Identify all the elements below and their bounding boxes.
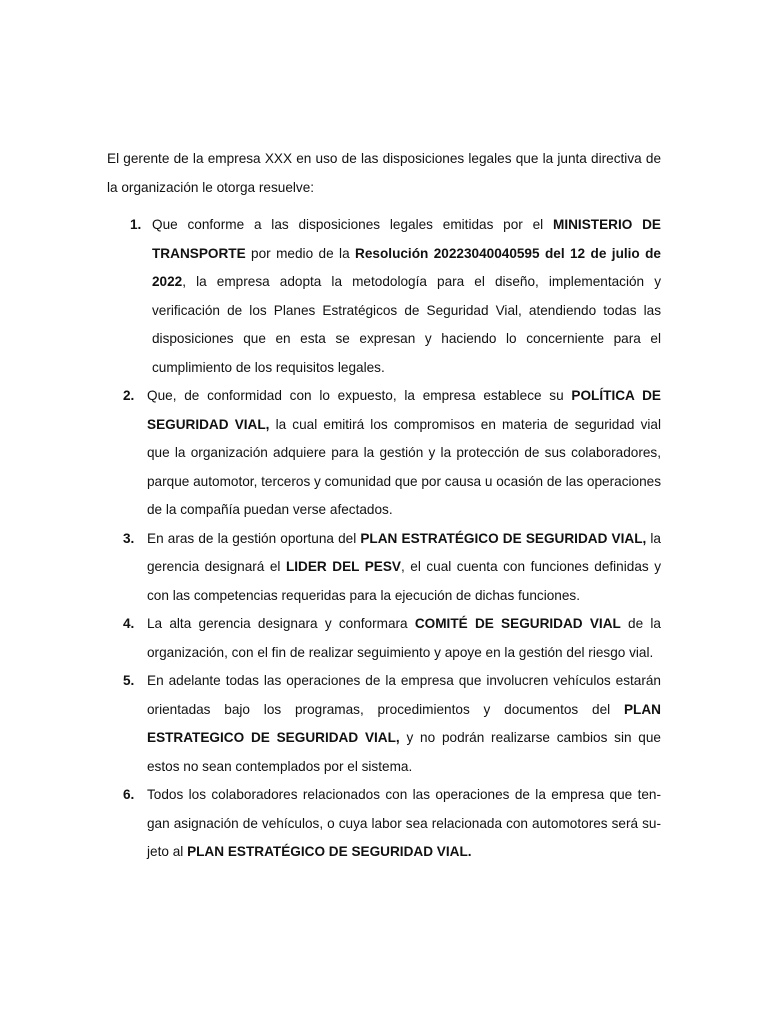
item-text [147,382,661,525]
item-segment: La alta gerencia designara y conformara [147,616,415,631]
item-segment: Que conforme a las disposiciones legales emitidas por el [152,217,554,232]
list-item [107,525,661,611]
list-item [107,211,661,382]
item-segment-bold: PLAN ESTRATÉGICO DE SEGURIDAD VIAL. [187,844,472,859]
item-text [147,525,661,611]
list-item [107,781,661,867]
item-segment: de la organización, con el fin de realizar seguimiento y apoye en la gestión del riesgo vial. [147,616,661,660]
resolution-list [107,211,661,867]
item-segment: , el cual cuenta con funciones definidas y con las competencias requeridas para la ejecución de dichas funciones. [147,559,661,603]
item-segment-bold: COMITÉ DE SEGURIDAD VIAL [414,616,621,631]
item-segment: Que, de conformidad con lo expuesto, la empresa establece su [147,388,572,403]
item-number: 5. [123,673,135,688]
item-segment: la gerencia designará el [147,530,661,574]
item-number: 1. [130,217,142,232]
item-segment-bold: MINISTERIO DE TRANSPORTE [152,217,661,261]
item-segment: la cual emitirá los compromisos en materia de seguridad vial que la organización adquiere para la gestión y la protección de sus colaboradores, parque automotor, terceros y comunidad que por causa u ocasión de las operaciones de la compañía puedan verse afectados. [147,416,661,517]
item-number: 3. [123,530,135,546]
item-segment-bold: Resolución 20223040040595 del 12 de julio de 2022 [152,245,661,289]
item-segment: y no podrán realizarse cambios sin que estos no sean contemplados por el sistema. [147,730,661,774]
item-text [152,211,661,382]
item-number: 4. [123,616,135,631]
item-text [147,610,661,667]
item-segment-bold: PLAN ESTRATEGICO DE SEGURIDAD VIAL, [147,701,661,745]
item-number: 2. [123,388,135,403]
item-segment-bold: LIDER DEL PESV [285,559,401,574]
item-segment-bold: PLAN ESTRATÉGICO DE SEGURIDAD VIAL, [360,530,647,546]
item-text [147,781,661,867]
item-number: 6. [123,787,135,802]
list-item [107,382,661,525]
item-segment: por medio de la [245,245,356,261]
item-segment: Todos los colaboradores relacionados con las operaciones de la empresa que tengan asignación de vehículos, o cuya labor sea relacionada con automotores será sujeto al [147,787,661,859]
item-text [147,667,661,781]
item-segment: En adelante todas las operaciones de la empresa que involucren vehículos estarán orientadas bajo los programas, procedimientos y documentos del [147,673,661,717]
item-segment: En aras de la gestión oportuna del [147,530,361,546]
list-item [107,610,661,667]
list-item [107,667,661,781]
intro-paragraph: El gerente de la empresa XXX en uso de las disposiciones legales que la junta directiva de la organización le otorga resuelve: [107,151,661,195]
item-segment-bold: POLÍTICA DE SEGURIDAD VIAL, [147,388,661,432]
item-segment: , la empresa adopta la metodología para el diseño, implementación y verificación de los Planes Estratégicos de Seguridad Vial, atendiendo todas las disposiciones que en esta se expresan y haciendo lo concerniente para el cumplimiento de los requisitos legales. [152,274,661,375]
